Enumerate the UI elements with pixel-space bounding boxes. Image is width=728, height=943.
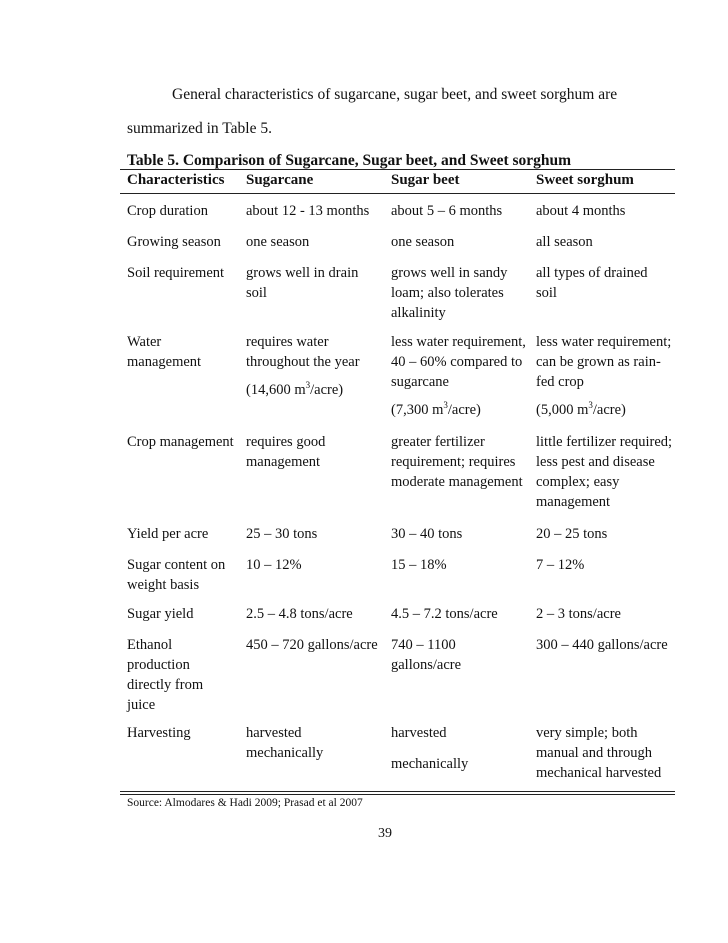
table-caption: Table 5. Comparison of Sugarcane, Sugar beet, and Sweet sorghum [127, 152, 572, 169]
cell-sweet-sorghum-sugar-content: 7 – 12% [536, 557, 585, 573]
cell-sugarcane-soil-requirement: grows well in drain soil [246, 265, 359, 301]
intro-paragraph-line2: summarized in Table 5. [127, 120, 272, 137]
intro-paragraph-line1: General characteristics of sugarcane, sugar beet, and sweet sorghum are [172, 86, 618, 103]
cell-sweet-sorghum-growing-season: all season [536, 234, 593, 250]
cell-sugar-beet-sugar-yield: 4.5 – 7.2 tons/acre [391, 606, 498, 622]
cell-sugar-beet-water-amount: (7,300 $m^3/acre$) [391, 400, 481, 418]
header-sugarcane: Sugarcane [246, 172, 314, 188]
cell-sugarcane-yield: 25 – 30 tons [246, 526, 318, 542]
cell-sugar-beet-crop-duration: about 5 – 6 months [391, 203, 503, 219]
cell-sugar-beet-ethanol: 740 – 1100 gallons/acre [391, 637, 462, 673]
cell-sugar-beet-sugar-content: 15 – 18% [391, 557, 447, 573]
cell-sweet-sorghum-sugar-yield: 2 – 3 tons/acre [536, 606, 621, 622]
header-sugar-beet: Sugar beet [391, 172, 460, 188]
header-characteristics: Characteristics [127, 172, 225, 188]
cell-sugar-beet-soil-requirement: grows well in sandy loam; also tolerates alkalinity [391, 265, 508, 321]
row-label-growing-season: Growing season [127, 234, 221, 250]
cell-sugar-beet-yield: 30 – 40 tons [391, 526, 463, 542]
cell-sugarcane-harvesting: harvested mechanically [246, 725, 324, 761]
row-label-crop-duration: Crop duration [127, 203, 208, 219]
table-header-rule [120, 193, 675, 194]
row-label-crop-management: Crop management [127, 434, 234, 450]
page-number: 39 [378, 826, 392, 841]
row-label-soil-requirement: Soil requirement [127, 265, 225, 281]
row-label-sugar-content: Sugar content on weight basis [127, 557, 226, 593]
table-bottom-rule-double [120, 794, 675, 795]
row-label-harvesting: Harvesting [127, 725, 191, 741]
table-bottom-rule [120, 791, 675, 792]
cell-sweet-sorghum-crop-management: little fertilizer required; less pest and disease complex; easy management [536, 434, 673, 510]
cell-sweet-sorghum-harvesting: very simple; both manual and through mechanical harvested [536, 725, 662, 781]
cell-sugarcane-sugar-content: 10 – 12% [246, 557, 302, 573]
cell-sweet-sorghum-soil-requirement: all types of drained soil [536, 265, 648, 301]
cell-sweet-sorghum-ethanol: 300 – 440 gallons/acre [536, 637, 668, 653]
cell-sweet-sorghum-crop-duration: about 4 months [536, 203, 626, 219]
row-label-yield-per-acre: Yield per acre [127, 526, 209, 542]
cell-sugarcane-water-amount: (14,600 $m^3/acre$) [246, 380, 344, 398]
row-label-ethanol-production: Ethanol production directly from juice [127, 637, 204, 713]
row-label-water-management: Water management [127, 334, 202, 370]
cell-sugar-beet-harvesting-line2: mechanically [391, 756, 469, 772]
cell-sugarcane-crop-management: requires good management [246, 434, 326, 470]
cell-sugarcane-crop-duration: about 12 - 13 months [246, 203, 370, 219]
cell-sugar-beet-growing-season: one season [391, 234, 455, 250]
cell-sugar-beet-crop-management: greater fertilizer requirement; requires moderate management [391, 434, 523, 490]
table-source-note: Source: Almodares & Hadi 2009; Prasad et al 2007 [127, 797, 363, 809]
cell-sugarcane-growing-season: one season [246, 234, 310, 250]
header-sweet-sorghum: Sweet sorghum [536, 172, 634, 188]
cell-sweet-sorghum-water-management: less water requirement; can be grown as rain-fed crop [536, 334, 672, 390]
cell-sugarcane-ethanol: 450 – 720 gallons/acre [246, 637, 378, 653]
cell-sweet-sorghum-yield: 20 – 25 tons [536, 526, 608, 542]
row-label-sugar-yield: Sugar yield [127, 606, 194, 622]
cell-sugar-beet-harvesting-line1: harvested [391, 725, 447, 741]
cell-sweet-sorghum-water-amount: (5,000 $m^3/acre$) [536, 400, 626, 418]
cell-sugarcane-sugar-yield: 2.5 – 4.8 tons/acre [246, 606, 353, 622]
cell-sugar-beet-water-management: less water requirement, 40 – 60% compared to sugarcane [391, 334, 526, 390]
cell-sugarcane-water-management: requires water throughout the year [246, 334, 360, 370]
